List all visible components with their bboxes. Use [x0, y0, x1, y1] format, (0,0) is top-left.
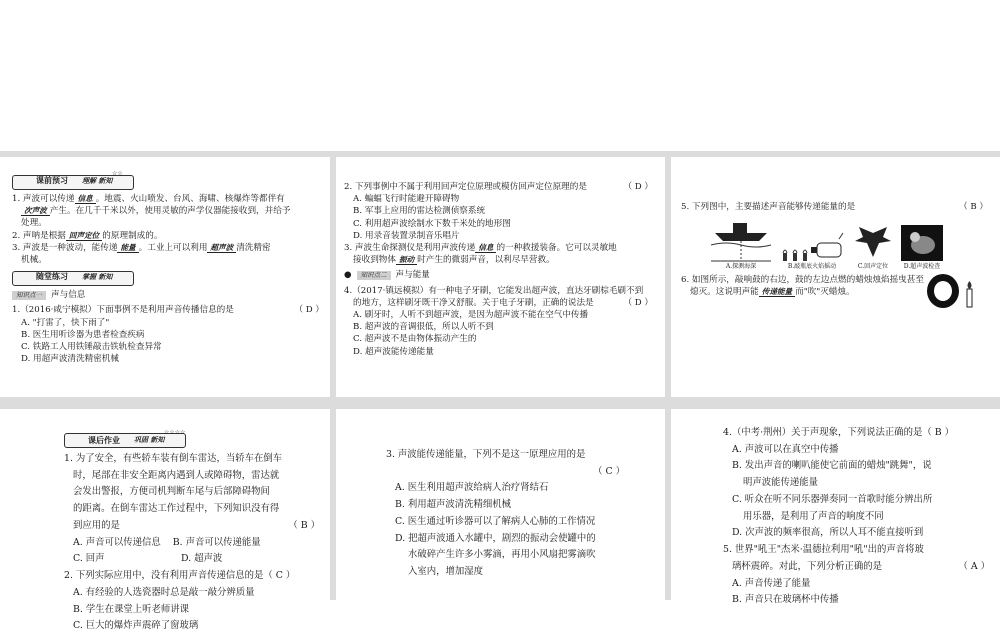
p4-q1-l2: 时，尾部在非安全距离内遇到人或障碍物，雷达就: [73, 469, 280, 481]
p4-q1-l1: 1. 为了安全，有些轿车装有倒车雷达，当轿车在倒车: [64, 453, 283, 464]
fill-energy: 能量: [117, 243, 138, 253]
p1-q1-stem: 1.（2016·咸宁模拟）下面事例不是利用声音传播信息的是 （ D ）: [12, 305, 324, 316]
p1-line2: 次声波 产生。在几千千米以外，使用灵敏的声学仪器能接收到，并给予: [12, 205, 326, 217]
answer-mark: （ B ）: [959, 202, 988, 212]
option-d: D. 次声波的频率很高，所以人耳不能直接听到: [732, 527, 924, 539]
p2-q4-stem2: 的地方，这样刷牙既干净又舒服。关于电子牙刷，正确的说法是 （ D ）: [353, 297, 653, 308]
figure-d-caption: D.超声波检查: [903, 263, 941, 271]
bottle-candle-icon: [777, 223, 847, 263]
option-a: A. 医生利用超声波给病人治疗肾结石: [395, 482, 549, 494]
practice-header-title: 随堂练习: [36, 271, 68, 282]
practice-header-ribbon: [12, 271, 134, 286]
option-d-line1: D. 把超声波通入水罐中，剧烈的振动会使罐中的: [395, 532, 596, 544]
answer-mark: （ A ）: [958, 560, 990, 572]
practice-header-subtitle: 掌握 新知: [82, 272, 113, 282]
option-d-line3: 入室内，增加湿度: [408, 566, 484, 578]
knowledge-point-1: [12, 289, 326, 301]
fill-ultrasound: 超声波: [207, 243, 236, 253]
answer-mark: （ D ）: [294, 305, 324, 316]
option-b: B. 超声波的音调很低，所以人听不到: [353, 322, 494, 333]
fill-echo: 回声定位: [66, 231, 102, 241]
figure-b: [777, 223, 847, 272]
p3-q6-stem: 6. 如图所示，敲响鼓的右边，鼓的左边点燃的蜡烛烛焰摇曳甚至: [681, 274, 924, 285]
option-a: A. 有经验的人选瓷器时总是敲一敲分辨质量: [73, 586, 255, 598]
p3-q6-line2: 熄灭。这说明声能 传递能量 而"吹"灭蜡烛。: [690, 286, 855, 297]
p2-q3: 3. 声波生命探测仪是利用声波传递 信息 的一种救援装备。它可以灵敏地: [344, 243, 617, 254]
option-c-line2: 用乐器，是利用了声音的响度不同: [743, 510, 884, 522]
option-b: B. 声音可以传递能量: [172, 536, 261, 548]
ultrasound-scan-icon: [899, 223, 945, 263]
option-d: D. 超声波能传递能量: [353, 346, 434, 357]
preview-header-title: 课前预习: [36, 175, 68, 185]
p1-q3: 3. 声波是一种波动，能传递 能量 。工业上可以利用 超声波 清洗精密: [12, 242, 271, 253]
p2-q2-stem: 2. 下列事例中不属于利用回声定位原理或模仿回声定位原理的是 （ D ）: [344, 182, 653, 192]
figure-b-caption: B.敲瓶底火焰摇动: [787, 263, 837, 271]
bat-icon: [853, 223, 893, 263]
answer-mark: （ D ）: [623, 297, 653, 308]
p1-line3: 处理。: [21, 218, 47, 229]
option-c: C. 医生通过听诊器可以了解病人心肺的工作情况: [395, 515, 596, 527]
option-b: B. 学生在课堂上听老师讲课: [73, 603, 189, 615]
panel-figure-questions: [671, 157, 1000, 397]
figure-c-caption: C.回声定位: [857, 263, 889, 271]
option-d: D. 超声波: [181, 553, 223, 565]
p6-q4-stem: 4.（中考·荆州）关于声现象，下列说法正确的是（ B ）: [723, 427, 955, 438]
figure-a-caption: A.探测海深: [725, 263, 757, 271]
fill-info: 信息: [75, 194, 96, 204]
option-d: D. 用录音装置录制音乐唱片: [353, 230, 460, 241]
practice-header: [12, 269, 326, 286]
p4-q1-l4: 的距离。在倒车雷达工作过程中，下列知识没有得: [73, 503, 280, 515]
p1-line1: 1. 声波可以传递 信息 。地震、火山喷发、台风、海啸、核爆炸等都伴有: [12, 194, 285, 204]
ship-sonar-icon: [711, 215, 771, 263]
p2-q3-line2: 接收到物体 振动 时产生的微弱声音，以利尽早营救。: [353, 255, 555, 266]
option-c: C. 铁路工人用铁锤敲击铁轨检查异常: [21, 342, 162, 353]
p2-q4-stem: 4.（2017·镇远模拟）有一种电子牙刷，它能发出超声波，直达牙刷棕毛刷不到: [344, 285, 644, 296]
p6-q5-stem2: 璃杯震碎。对此，下列分析正确的是 （ A ）: [723, 559, 992, 576]
p5-q3-stem: 3. 声波能传递能量，下列不是这一原理应用的是: [386, 449, 586, 460]
knowledge-point-2: [344, 269, 655, 281]
option-c: C. 巨大的爆炸声震碎了窗玻璃: [73, 620, 199, 632]
figure-c: [853, 223, 893, 272]
middle-gap-band: [0, 397, 1000, 409]
option-a: A. 刷牙时，人听不到超声波，是因为超声波不能在空气中传播: [353, 310, 589, 321]
panel-preview-practice: [0, 157, 330, 397]
option-c: C. 超声波不是由物体振动产生的: [353, 334, 477, 345]
preview-header-subtitle: 理解 新知: [82, 176, 113, 185]
p4-q2-stem: 2. 下列实际应用中，没有利用声音传递信息的是（ C ）: [64, 570, 296, 582]
homework-header: [64, 431, 322, 448]
p4-q1-l3: 会发出警报，方便司机判断车尾与后部障碍物间: [73, 486, 270, 498]
fill-infrasound: 次声波: [21, 206, 50, 216]
fill-energy: 传递能量: [759, 287, 795, 297]
p1-q3-line2: 机械。: [21, 255, 47, 266]
answer-mark: （ C ）: [593, 465, 625, 477]
option-c: C. 回声: [73, 553, 105, 565]
option-a: A. 声音可以传递信息: [73, 536, 161, 548]
drum-candle-icon: [921, 269, 981, 309]
option-b: B. 军事上应用的雷达检测侦察系统: [353, 206, 486, 217]
panel-homework-q3: [336, 409, 665, 600]
option-b-line2: 明声波能传递能量: [743, 477, 819, 489]
fill-vibration: 振动: [396, 255, 417, 265]
figure-d: [899, 223, 945, 272]
p6-q5-stem: 5. 世界"吼王"杰米·温德拉利用"吼"出的声音将玻: [723, 544, 924, 556]
option-a: A. 声音传递了能量: [732, 577, 811, 589]
panel-practice-continued: [336, 157, 665, 397]
fill-info: 信息: [475, 243, 496, 253]
p4-q1-l5: 到应用的是 （ B ）: [64, 518, 322, 535]
knowledge-tag: 知识点二: [357, 271, 391, 280]
homework-header-stars: ☆☆☆☆: [164, 429, 186, 436]
bullet-icon: ●: [344, 270, 352, 281]
option-b-line1: B. 发出声音的喇叭能使它前面的蜡烛"跳舞"，说: [732, 460, 932, 472]
knowledge-title: 声与信息: [51, 290, 86, 301]
p1-q2: 2. 声呐是根据 回声定位 的原理制成的。: [12, 230, 163, 241]
figure-a: [711, 215, 771, 272]
option-a: A. "打雷了，快下雨了": [21, 317, 110, 328]
option-c-line1: C. 听众在听不同乐器弹奏同一首歌时能分辨出所: [732, 493, 933, 505]
option-a: A. 蝙蝠飞行时能避开障碍物: [353, 194, 460, 205]
option-c: C. 利用超声波绘制水下数千米处的地形图: [353, 218, 511, 229]
p4-q1-options-ab: [64, 535, 322, 552]
p3-q5-stem: 5. 下列图中，主要描述声音能够传递能量的是 （ B ）: [681, 202, 988, 212]
p4-q1-options-cd: [64, 551, 322, 568]
panel-homework-q4-q5: [671, 409, 1000, 606]
homework-header-subtitle: 巩固 新知: [134, 435, 165, 444]
q5-figures: [711, 215, 990, 272]
panel-homework: [0, 409, 330, 632]
knowledge-title: 声与能量: [395, 270, 430, 281]
p5-q3-answer-line: [386, 464, 655, 481]
option-a: A. 声波可以在真空中传播: [732, 443, 839, 455]
homework-header-title: 课后作业: [88, 435, 120, 445]
answer-mark: （ B ）: [288, 519, 320, 531]
option-b: B. 利用超声波清洗精细机械: [395, 499, 511, 511]
option-d-line2: 水破碎产生许多小雾滴，再用小风扇把雾滴吹: [408, 549, 596, 561]
answer-mark: （ D ）: [623, 182, 653, 192]
option-b: B. 医生用听诊器为患者检查疾病: [21, 329, 145, 340]
option-d: D. 用超声波清洗精密机械: [21, 354, 119, 365]
option-b: B. 声音只在玻璃杯中传播: [732, 594, 839, 606]
preview-header: [12, 170, 326, 190]
knowledge-tag: 知识点一: [12, 291, 46, 300]
preview-header-stars: ☆☆: [112, 170, 123, 177]
